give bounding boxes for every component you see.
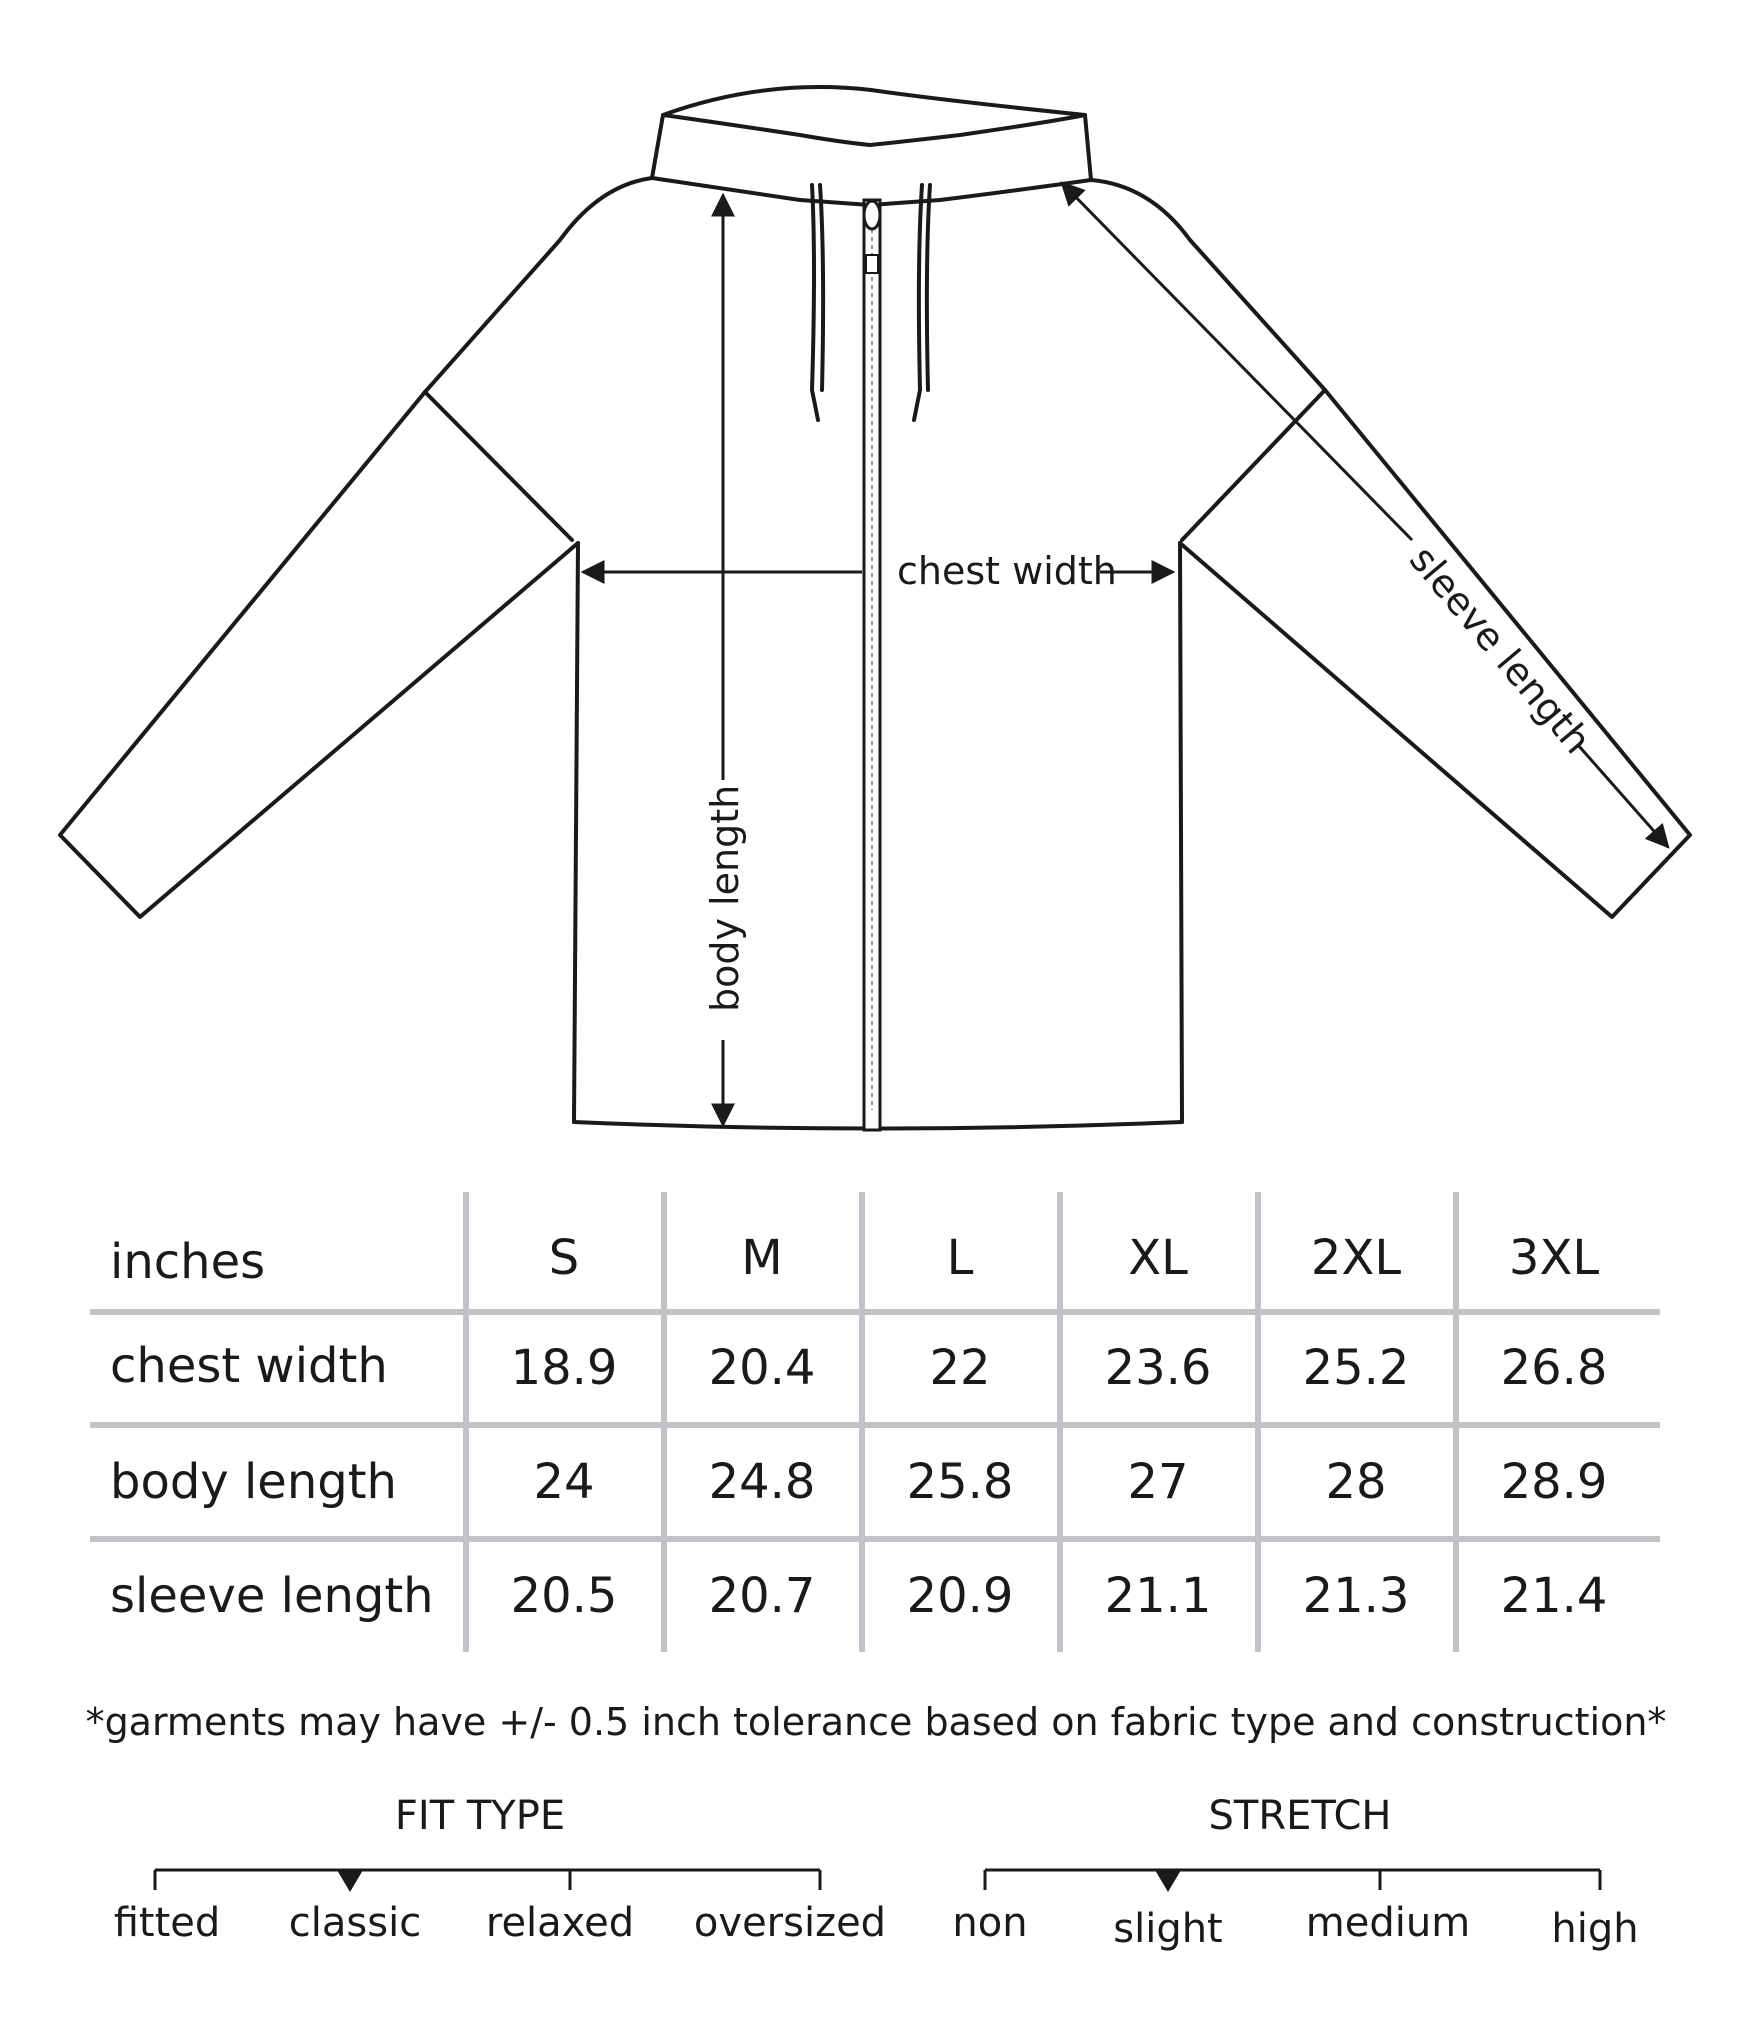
left-shoulder xyxy=(425,178,652,392)
drawstring-right xyxy=(914,185,922,420)
stretch-option-non: non xyxy=(952,1900,1028,1946)
torso-right xyxy=(1180,543,1182,1122)
stretch-option-high: high xyxy=(1551,1906,1639,1952)
table-cell: 18.9 xyxy=(510,1340,618,1396)
table-cell: 25.8 xyxy=(906,1454,1014,1510)
table-cell: 21.3 xyxy=(1302,1568,1410,1624)
sleeve-length-label: sleeve length xyxy=(1401,537,1600,763)
table-cell: 21.4 xyxy=(1500,1568,1608,1624)
drawstring-left xyxy=(812,185,818,420)
row-divider xyxy=(90,1422,1660,1428)
fit-option-oversized: oversized xyxy=(693,1900,887,1946)
table-cell: 27 xyxy=(1127,1454,1189,1510)
table-cell: 25.2 xyxy=(1302,1340,1410,1396)
left-sleeve-outer xyxy=(60,392,578,917)
table-cell: 23.6 xyxy=(1104,1340,1212,1396)
row-label-sleeve-length: sleeve length xyxy=(110,1568,434,1624)
sleeve-dim-line-top xyxy=(1062,183,1412,540)
stretch-title: STRETCH xyxy=(1208,1793,1392,1839)
table-cell: 20.7 xyxy=(708,1568,816,1624)
table-cell: 20.9 xyxy=(906,1568,1014,1624)
stretch-scale xyxy=(980,1860,1605,1900)
fit-option-relaxed: relaxed xyxy=(485,1900,635,1946)
size-chart-table xyxy=(90,1192,1660,1652)
fit-option-classic: classic xyxy=(288,1900,422,1946)
chest-width-label: chest width xyxy=(897,549,1117,593)
size-header-l: L xyxy=(946,1230,974,1286)
row-divider xyxy=(90,1536,1660,1542)
tolerance-note: *garments may have +/- 0.5 inch tolerance based on fabric type and construction* xyxy=(85,1700,1667,1744)
table-cell: 24.8 xyxy=(708,1454,816,1510)
size-header-xl: XL xyxy=(1128,1230,1188,1286)
table-cell: 28.9 xyxy=(1500,1454,1608,1510)
row-divider xyxy=(90,1309,1660,1315)
sleeve-dim-line-bottom xyxy=(1578,745,1668,847)
table-cell: 21.1 xyxy=(1104,1568,1212,1624)
table-cell: 20.4 xyxy=(708,1340,816,1396)
table-cell: 26.8 xyxy=(1500,1340,1608,1396)
table-cell: 24 xyxy=(533,1454,595,1510)
size-header-2xl: 2XL xyxy=(1310,1230,1402,1286)
table-cell: 22 xyxy=(929,1340,991,1396)
fit-option-fitted: fitted xyxy=(113,1900,221,1946)
right-shoulder xyxy=(1091,180,1325,390)
fit-type-title: FIT TYPE xyxy=(394,1793,566,1839)
unit-label: inches xyxy=(110,1234,266,1290)
right-cuff-seam xyxy=(1182,390,1325,540)
right-sleeve-outer xyxy=(1180,390,1690,917)
table-cell: 20.5 xyxy=(510,1568,618,1624)
fit-type-indicator xyxy=(337,1870,363,1892)
torso-left xyxy=(574,543,578,1122)
size-header-3xl: 3XL xyxy=(1508,1230,1600,1286)
fit-type-scale xyxy=(150,1860,830,1900)
table-cell: 28 xyxy=(1325,1454,1387,1510)
body-length-label: body length xyxy=(703,784,747,1012)
row-label-chest-width: chest width xyxy=(110,1338,388,1394)
size-header-m: M xyxy=(741,1230,783,1286)
size-header-s: S xyxy=(548,1230,580,1286)
row-label-body-length: body length xyxy=(110,1454,397,1510)
stretch-indicator xyxy=(1155,1870,1181,1892)
left-cuff-seam xyxy=(425,392,572,540)
hood-outline xyxy=(652,87,1091,180)
stretch-option-slight: slight xyxy=(1113,1906,1223,1952)
stretch-option-medium: medium xyxy=(1305,1900,1471,1946)
